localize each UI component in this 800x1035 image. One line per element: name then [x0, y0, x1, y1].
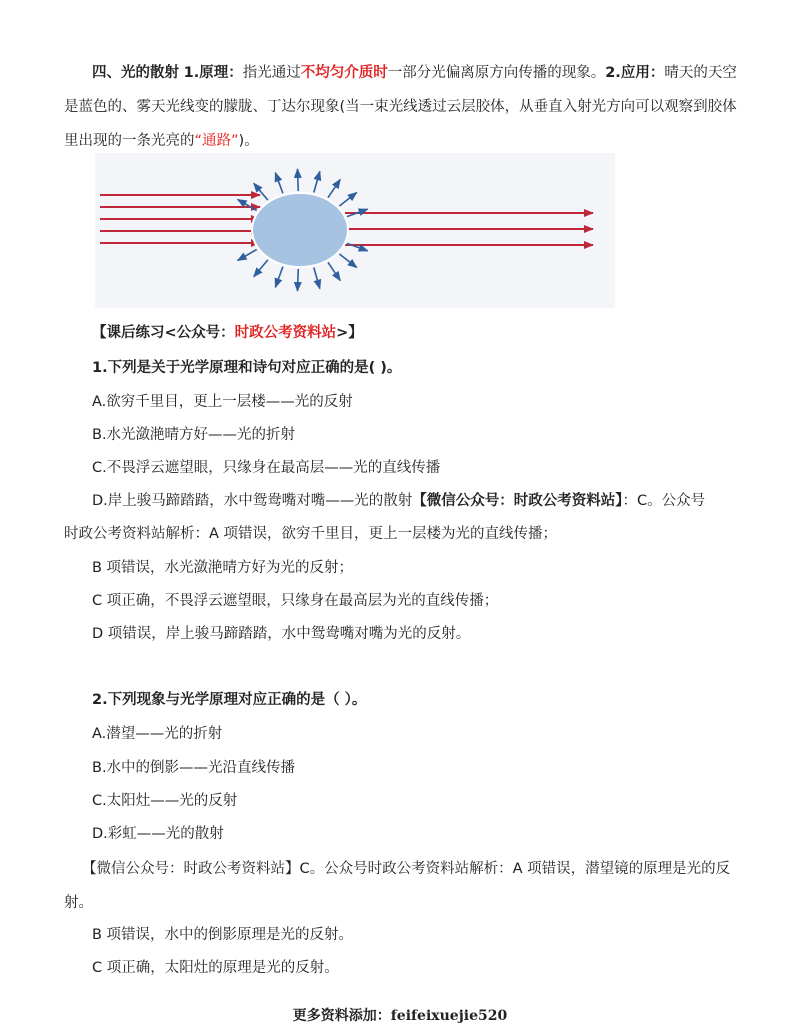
scattered-ray [275, 267, 283, 288]
scattered-ray [238, 200, 257, 211]
q1-explanation-b: B 项错误，水光潋滟晴方好为光的反射； [92, 560, 354, 576]
application-label: 2.应用： [605, 65, 665, 81]
q1-option-b: B.水光潋滟晴方好——光的折射 [92, 427, 296, 443]
application-end: )。 [238, 133, 259, 149]
scattered-ray [328, 262, 340, 280]
scattered-ray [297, 169, 298, 191]
principle-number: 1. [183, 65, 200, 81]
principle-pre: 指光通过 [242, 65, 301, 81]
practice-open: 【课后练习<公众号： [92, 325, 235, 341]
q1-answer-tag: 【微信公众号：时政公考资料站】 [412, 493, 623, 509]
colloid-sphere [252, 193, 348, 267]
scattering-svg [95, 153, 615, 308]
q1-explanation-a: 时政公考资料站解析：A 项错误，欲穷千里目，更上一层楼为光的直线传播； [64, 526, 558, 542]
q2-explanation-b: B 项错误，水中的倒影原理是光的反射。 [92, 927, 354, 943]
scattered-ray [297, 269, 298, 291]
scattered-ray [254, 260, 268, 277]
principle-highlight: 不均匀介质时 [300, 65, 388, 81]
section-heading: 四、光的散射 [92, 65, 179, 81]
scattered-ray [275, 173, 283, 194]
q1-explanation-c: C 项正确，不畏浮云遮望眼，只缘身在最高层为光的直线传播； [92, 593, 499, 609]
practice-source: 时政公考资料站 [234, 325, 337, 341]
q1-explanation-d: D 项错误，岸上骏马蹄踏踏，水中鸳鸯嘴对嘴为光的反射。 [92, 626, 471, 642]
principle-label: 原理： [199, 65, 243, 81]
principle-post: 一部分光偏离原方向传播的现象。 [387, 65, 606, 81]
footer-contact: 更多资料添加：feifeixuejie520 [292, 1008, 508, 1024]
q1-option-c: C.不畏浮云遮望眼，只缘身在最高层——光的直线传播 [92, 460, 441, 476]
q1-option-d: D.岸上骏马蹄踏踏，水中鸳鸯嘴对嘴——光的散射 [92, 493, 413, 509]
q2-option-b: B.水中的倒影——光沿直线传播 [92, 760, 296, 776]
q1-stem: 1.下列是关于光学原理和诗句对应正确的是( )。 [92, 360, 402, 376]
scattered-ray [339, 192, 356, 206]
application-text: 晴天的天空是蓝色的、雾天光线变的朦胧、丁达尔现象(当一束光线透过云层胶体，从垂直入射光方向可以观察到胶体里出现的一条光亮的 [64, 65, 737, 149]
scattered-ray [314, 171, 320, 192]
practice-heading [92, 323, 363, 343]
q1-answer-start: ：C。公众号 [622, 493, 706, 509]
q2-option-a: A.潜望——光的折射 [92, 726, 223, 742]
q2-option-d: D.彩虹——光的散射 [92, 826, 224, 842]
q2-option-c: C.太阳灶——光的反射 [92, 793, 238, 809]
q1-option-a: A.欲穷千里目，更上一层楼——光的反射 [92, 394, 353, 410]
scattered-ray [254, 183, 268, 200]
scattered-ray [339, 254, 356, 268]
q2-stem: 2.下列现象与光学原理对应正确的是（ ）。 [92, 692, 367, 708]
application-quote: “通路” [194, 133, 239, 149]
light-scattering-diagram [95, 153, 615, 308]
scattered-ray [314, 267, 320, 288]
q1-option-d-answer [92, 491, 705, 511]
practice-close: >】 [336, 325, 363, 341]
scattered-ray [238, 250, 257, 261]
q2-explanation-c: C 项正确，太阳灶的原理是光的反射。 [92, 960, 339, 976]
q2-answer-text: 【微信公众号：时政公考资料站】C。公众号时政公考资料站解析：A 项错误，潜望镜的原理是光的反射。 [64, 861, 731, 911]
scattered-ray [328, 179, 340, 197]
scattering-paragraph [64, 56, 744, 158]
q2-answer [64, 852, 744, 920]
